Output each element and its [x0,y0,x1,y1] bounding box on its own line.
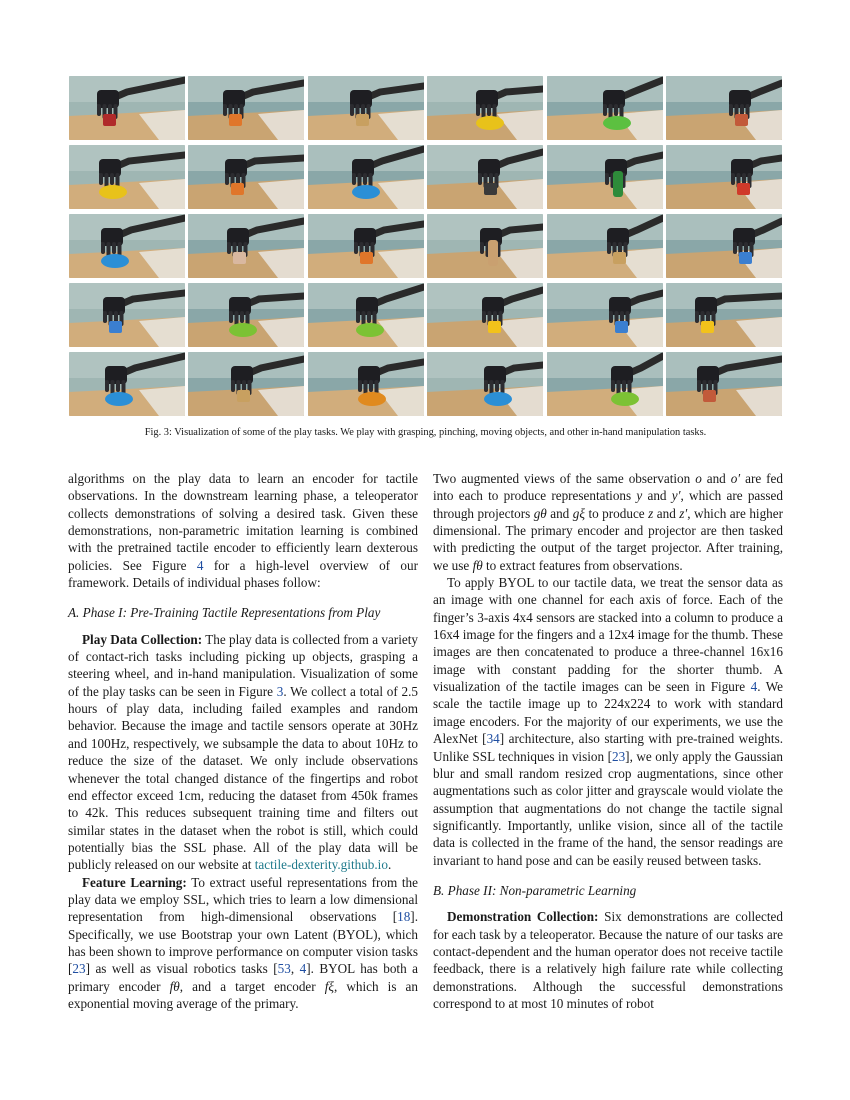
byol-paragraph: Two augmented views of the same observation o and o′ are fed into each to produce representations y and y′, which are passed through projectors gθ and gξ to produce z and z′, which are higher dimensional. The primary encoder and projector are then tasked with predicting the output of the target projector. After training, we use fθ to extract features from observations. [433,471,784,573]
math-symbol: gξ [572,505,585,521]
section-heading-phase-1: A. Phase I: Pre-Training Tactile Representations from Play [68,605,381,621]
play-task-photo [427,352,543,416]
figure-3-image-grid [69,76,782,416]
play-task-photo [427,214,543,278]
demonstration-paragraph: Demonstration Collection: Six demonstrations are collected for each task by a teleoperator. Because the nature of our tasks are contact-dependent and the human operator does not receive tactile feedback, there is a relatively high failure rate while collecting demonstrations. Although the successful demonstrations correspond to at most 10 minutes of robot [433,909,783,1011]
play-task-photo [666,352,782,416]
tactile-data-paragraph: To apply BYOL to our tactile data, we treat the sensor data as an image with one channel for each axis of force. Each of the finger’s 3-axis 4x4 sensors are stacked into a column to produce a 16x4 image for the fingers and a 12x4 image for the thumb. These images are then concatenated to produce a three-channel 16x16 image with constant padding for the shorter thumb. A visualization of the tactile images can be seen in Figure 4. We scale the tactile image up to 224x224 to work with standard image encoders. For the majority of our experiments, we use the AlexNet [34] architecture, also starting with pre-trained weights. Unlike SSL techniques in vision [23], we only apply the Gaussian blur and small random resized crop augmentations, since other augmentations such as color jitter and grayscale would violate the assumption that augmentations do not change the tactile signal significantly. Importantly, unlike vision, since all of the tactile data is collected in the frame of the hand, the sensor readings are invariant to hand pose and can be easily reused between tasks. [433,575,783,868]
math-symbol: o [695,471,702,486]
math-symbol: fθ [472,557,483,573]
play-task-photo [308,76,424,140]
play-task-photo [188,214,304,278]
play-task-photo [547,214,663,278]
math-symbol: y′ [671,488,681,504]
play-task-photo [666,76,782,140]
citation-link[interactable]: 18 [397,909,411,925]
play-task-photo [666,283,782,347]
math-symbol: fξ [324,978,335,994]
intro-paragraph: algorithms on the play data to learn an encoder for tactile observations. In the downstream learning phase, a teleoperator collects demonstrations of solving a desired task. Given these demonstrations, non-parametric imitation learning is combined with the pretrained tactile encoder to efficiently learn dexterous policies. See Figure 4 for a high-level overview of our framework. Details of individual phases follow: [68,471,418,591]
play-task-photo [69,76,185,140]
play-task-photo [69,283,185,347]
run-in-heading: Play Data Collection: [82,631,203,647]
math-symbol: y [636,488,643,504]
play-task-photo [308,214,424,278]
citation-link[interactable]: 53 [277,961,291,977]
play-task-photo [547,145,663,209]
citation-link[interactable]: 23 [72,961,86,977]
math-symbol: z [648,505,654,521]
play-task-photo [308,145,424,209]
play-task-photo [427,283,543,347]
website-link[interactable]: tactile-dexterity.github.io [254,857,388,873]
play-task-photo [188,283,304,347]
math-symbol: gθ [533,505,547,521]
right-column [433,470,783,1012]
play-task-photo [547,352,663,416]
play-task-photo [188,145,304,209]
play-task-photo [427,145,543,209]
play-task-photo [666,214,782,278]
play-task-photo [547,76,663,140]
play-data-paragraph: Play Data Collection: The play data is collected from a variety of contact-rich tasks including picking up objects, grasping a steering wheel, and in-hand manipulation. Visualization of some of the play tasks can be seen in Figure 3. We collect a total of 2.5 hours of play data, including failed examples and random behavior. Because the image and tactile sensors operate at 30Hz and 100Hz, respectively, we subsample the data to about 10Hz to reduce the size of the dataset. We only include observations whenever the total changed distance of the fingertips and robot end effector exceed 1cm, reducing the dataset from 450k frames to 42k. This reduces subsequent training time and filters out similar states in the dataset when the robot is still, which could potentially bias the SSL phase. All of the play data will be publicly released on our website at tactile-dexterity.github.io. [68,631,418,873]
play-task-photo [188,352,304,416]
figure-caption: Fig. 3: Visualization of some of the play tasks. We play with grasping, pinching, moving objects, and other in-hand manipulation tasks. [144,427,707,438]
play-task-photo [69,214,185,278]
feature-learning-paragraph: Feature Learning: To extract useful representations from the play data we employ SSL, which tries to learn a low dimensional representation from high-dimensional observations [18]. Specifically, we use Bootstrap your own Latent (BYOL), which has been shown to improve performance on computer vision tasks [23] as well as visual robotics tasks [53, 4]. BYOL has both a primary encoder fθ, and a target encoder fξ, which is an exponential moving average of the primary. [68,874,419,1011]
play-task-photo [427,76,543,140]
play-task-photo [308,352,424,416]
run-in-heading: Feature Learning: [82,874,187,890]
math-symbol: o′ [730,471,741,486]
citation-link[interactable]: 4 [299,961,307,977]
play-task-photo [308,283,424,347]
play-task-photo [69,145,185,209]
play-task-photo [69,352,185,416]
play-task-photo [188,76,304,140]
figure-reference-link[interactable]: 3 [276,683,284,699]
figure-reference-link[interactable]: 4 [196,557,204,573]
left-column [68,470,418,1012]
play-task-photo [547,283,663,347]
citation-link[interactable]: 23 [611,748,626,764]
run-in-heading: Demonstration Collection: [447,909,599,925]
math-symbol: z′ [679,505,688,521]
citation-link[interactable]: 34 [486,731,500,747]
play-task-photo [666,145,782,209]
section-heading-phase-2: B. Phase II: Non-parametric Learning [433,882,637,898]
figure-reference-link[interactable]: 4 [750,679,758,695]
math-symbol: fθ [169,978,180,994]
